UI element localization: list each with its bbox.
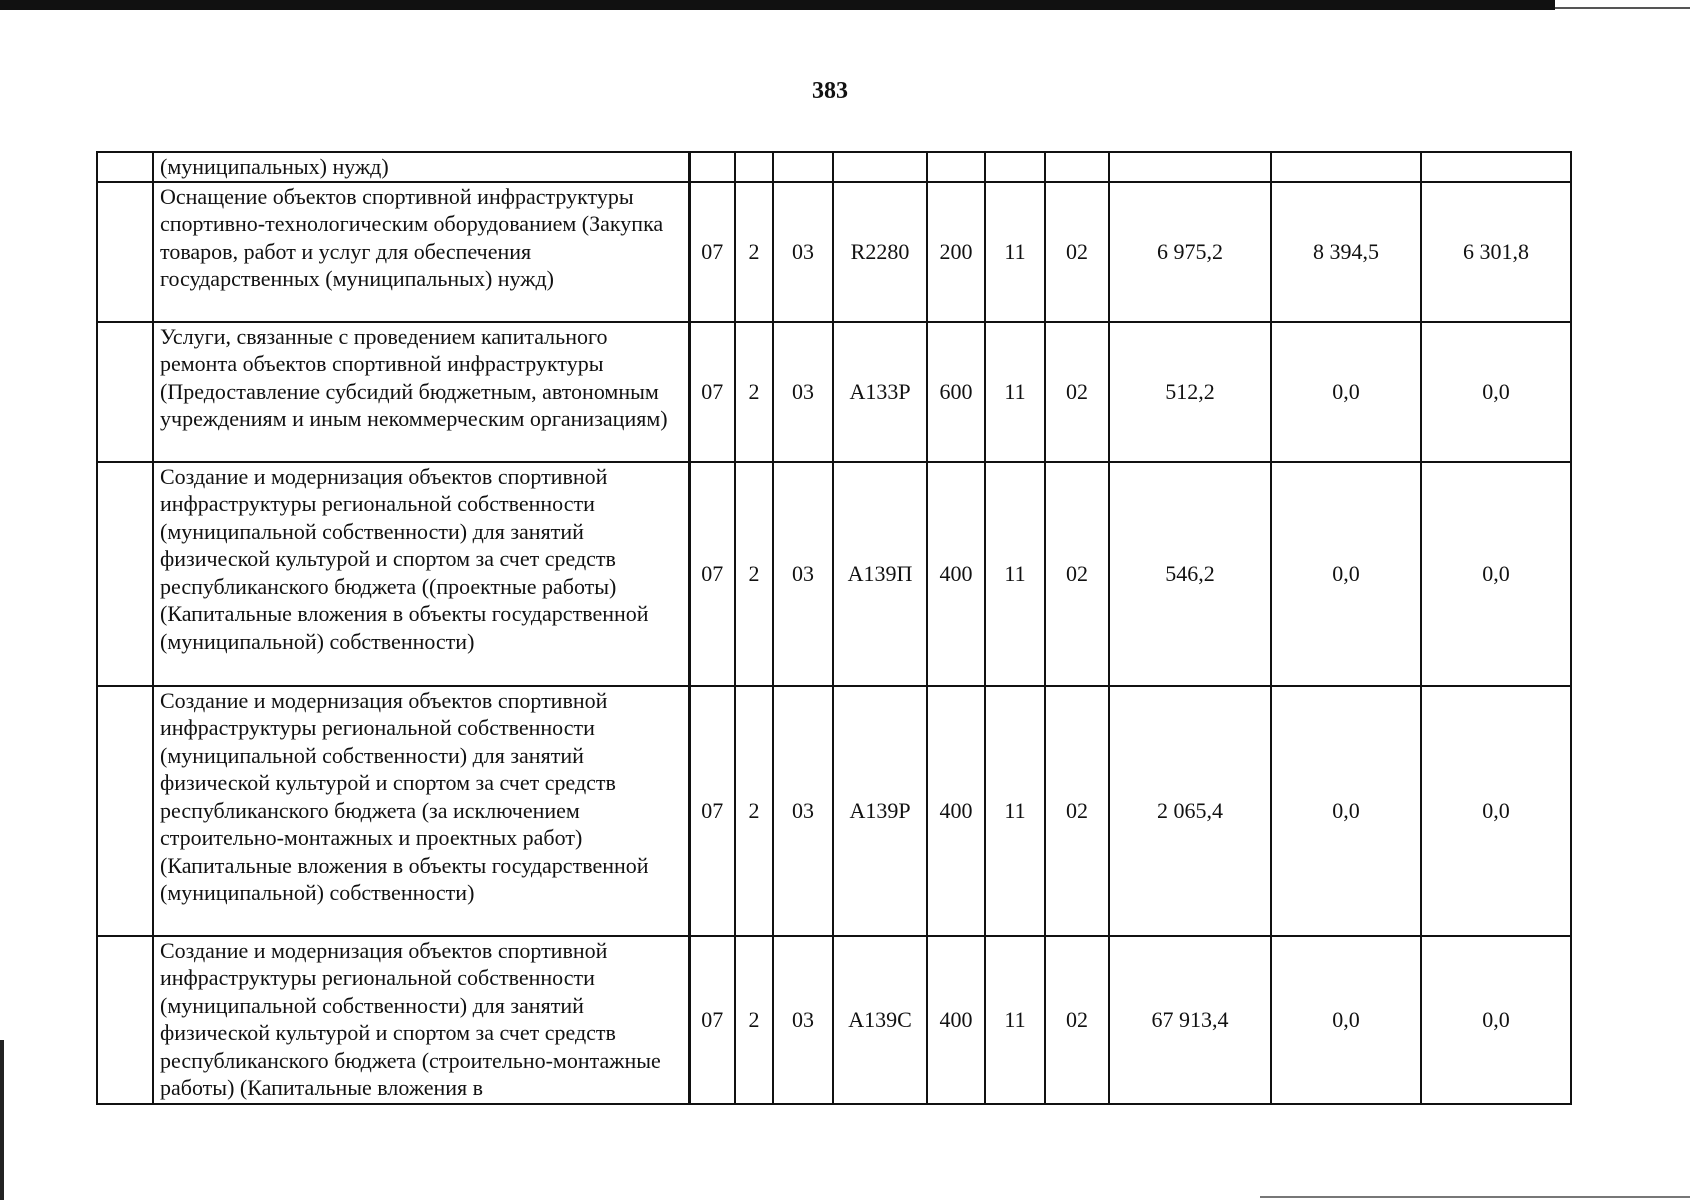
expense-name-cell: Создание и модернизация объектов спортивной инфраструктуры региональной собственности (муниципальной собственности) для занятий физической культурой и спортом за счет средств республиканского бюджета (за исключением строительно-монтажных и проектных работ) (Капитальные вложения в объекты государственной (муниципальной) собственности) (153, 686, 689, 936)
blank-cell (97, 936, 153, 1104)
amount-cell-3 (1421, 152, 1571, 182)
section-number-cell: 11 (985, 936, 1045, 1104)
amount-cell-2: 0,0 (1271, 322, 1421, 462)
expense-type-code-cell (927, 152, 985, 182)
expense-type-code-cell: 200 (927, 182, 985, 322)
amount-cell-3: 0,0 (1421, 462, 1571, 686)
expense-type-code-cell: 600 (927, 322, 985, 462)
main-event-code-cell: 03 (773, 936, 833, 1104)
direction-code-cell: А133Р (833, 322, 927, 462)
section-number-cell (985, 152, 1045, 182)
expense-name-cell: Создание и модернизация объектов спортивной инфраструктуры региональной собственности (муниципальной собственности) для занятий физической культурой и спортом за счет средств республиканского бюджета ((проектные работы) (Капитальные вложения в объекты государственной (муниципальной) собственности) (153, 462, 689, 686)
subprogram-code-cell (735, 152, 773, 182)
table-row (97, 152, 1571, 182)
section-code-cell: 07 (689, 182, 735, 322)
table-row (97, 686, 1571, 936)
expense-name-cell: Создание и модернизация объектов спортивной инфраструктуры региональной собственности (муниципальной собственности) для занятий физической культурой и спортом за счет средств республиканского бюджета (строительно-монтажные работы) (Капитальные вложения в (153, 936, 689, 1104)
main-event-code-cell: 03 (773, 686, 833, 936)
subprogram-code-cell: 2 (735, 936, 773, 1104)
amount-cell-2: 0,0 (1271, 686, 1421, 936)
amount-cell-2 (1271, 152, 1421, 182)
expense-name-cell: Оснащение объектов спортивной инфраструктуры спортивно-технологическим оборудованием (Закупка товаров, работ и услуг для обеспечения государственных (муниципальных) нужд) (153, 182, 689, 322)
blank-cell (97, 686, 153, 936)
section-number-cell: 11 (985, 182, 1045, 322)
section-number-cell: 11 (985, 686, 1045, 936)
blank-cell (97, 182, 153, 322)
amount-cell-3: 0,0 (1421, 936, 1571, 1104)
scan-left-edge (0, 1040, 4, 1200)
amount-cell-1: 512,2 (1109, 322, 1271, 462)
blank-cell (97, 322, 153, 462)
subsection-number-cell: 02 (1045, 462, 1109, 686)
direction-code-cell: А139П (833, 462, 927, 686)
subsection-number-cell: 02 (1045, 322, 1109, 462)
subsection-number-cell (1045, 152, 1109, 182)
amount-cell-2: 0,0 (1271, 462, 1421, 686)
table-row (97, 462, 1571, 686)
subsection-number-cell: 02 (1045, 686, 1109, 936)
amount-cell-2: 0,0 (1271, 936, 1421, 1104)
amount-cell-3: 0,0 (1421, 686, 1571, 936)
scan-bottom-edge (1260, 1196, 1690, 1198)
section-code-cell: 07 (689, 462, 735, 686)
table-row (97, 936, 1571, 1104)
expense-name-cell: Услуги, связанные с проведением капитального ремонта объектов спортивной инфраструктуры (Предоставление субсидий бюджетным, автономным учреждениям и иным некоммерческим организациям) (153, 322, 689, 462)
section-number-cell: 11 (985, 322, 1045, 462)
expense-type-code-cell: 400 (927, 462, 985, 686)
scan-top-border-thin (1555, 7, 1690, 9)
subsection-number-cell: 02 (1045, 182, 1109, 322)
main-event-code-cell: 03 (773, 182, 833, 322)
amount-cell-1: 2 065,4 (1109, 686, 1271, 936)
main-event-code-cell: 03 (773, 462, 833, 686)
amount-cell-1: 67 913,4 (1109, 936, 1271, 1104)
expense-type-code-cell: 400 (927, 686, 985, 936)
expense-type-code-cell: 400 (927, 936, 985, 1104)
amount-cell-1 (1109, 152, 1271, 182)
amount-cell-1: 546,2 (1109, 462, 1271, 686)
table-row (97, 182, 1571, 322)
section-code-cell: 07 (689, 936, 735, 1104)
expense-name-cell: (муниципальных) нужд) (153, 152, 689, 182)
direction-code-cell: R2280 (833, 182, 927, 322)
main-event-code-cell (773, 152, 833, 182)
amount-cell-3: 0,0 (1421, 322, 1571, 462)
main-event-code-cell: 03 (773, 322, 833, 462)
subsection-number-cell: 02 (1045, 936, 1109, 1104)
subprogram-code-cell: 2 (735, 182, 773, 322)
amount-cell-3: 6 301,8 (1421, 182, 1571, 322)
subprogram-code-cell: 2 (735, 686, 773, 936)
table-row (97, 322, 1571, 462)
budget-table (96, 151, 1572, 1105)
section-number-cell: 11 (985, 462, 1045, 686)
direction-code-cell: А139С (833, 936, 927, 1104)
blank-cell (97, 462, 153, 686)
blank-cell (97, 152, 153, 182)
section-code-cell: 07 (689, 322, 735, 462)
section-code-cell (689, 152, 735, 182)
section-code-cell: 07 (689, 686, 735, 936)
amount-cell-2: 8 394,5 (1271, 182, 1421, 322)
subprogram-code-cell: 2 (735, 322, 773, 462)
direction-code-cell (833, 152, 927, 182)
direction-code-cell: А139Р (833, 686, 927, 936)
scan-top-border (0, 0, 1555, 10)
amount-cell-1: 6 975,2 (1109, 182, 1271, 322)
page-number: 383 (812, 78, 848, 104)
subprogram-code-cell: 2 (735, 462, 773, 686)
